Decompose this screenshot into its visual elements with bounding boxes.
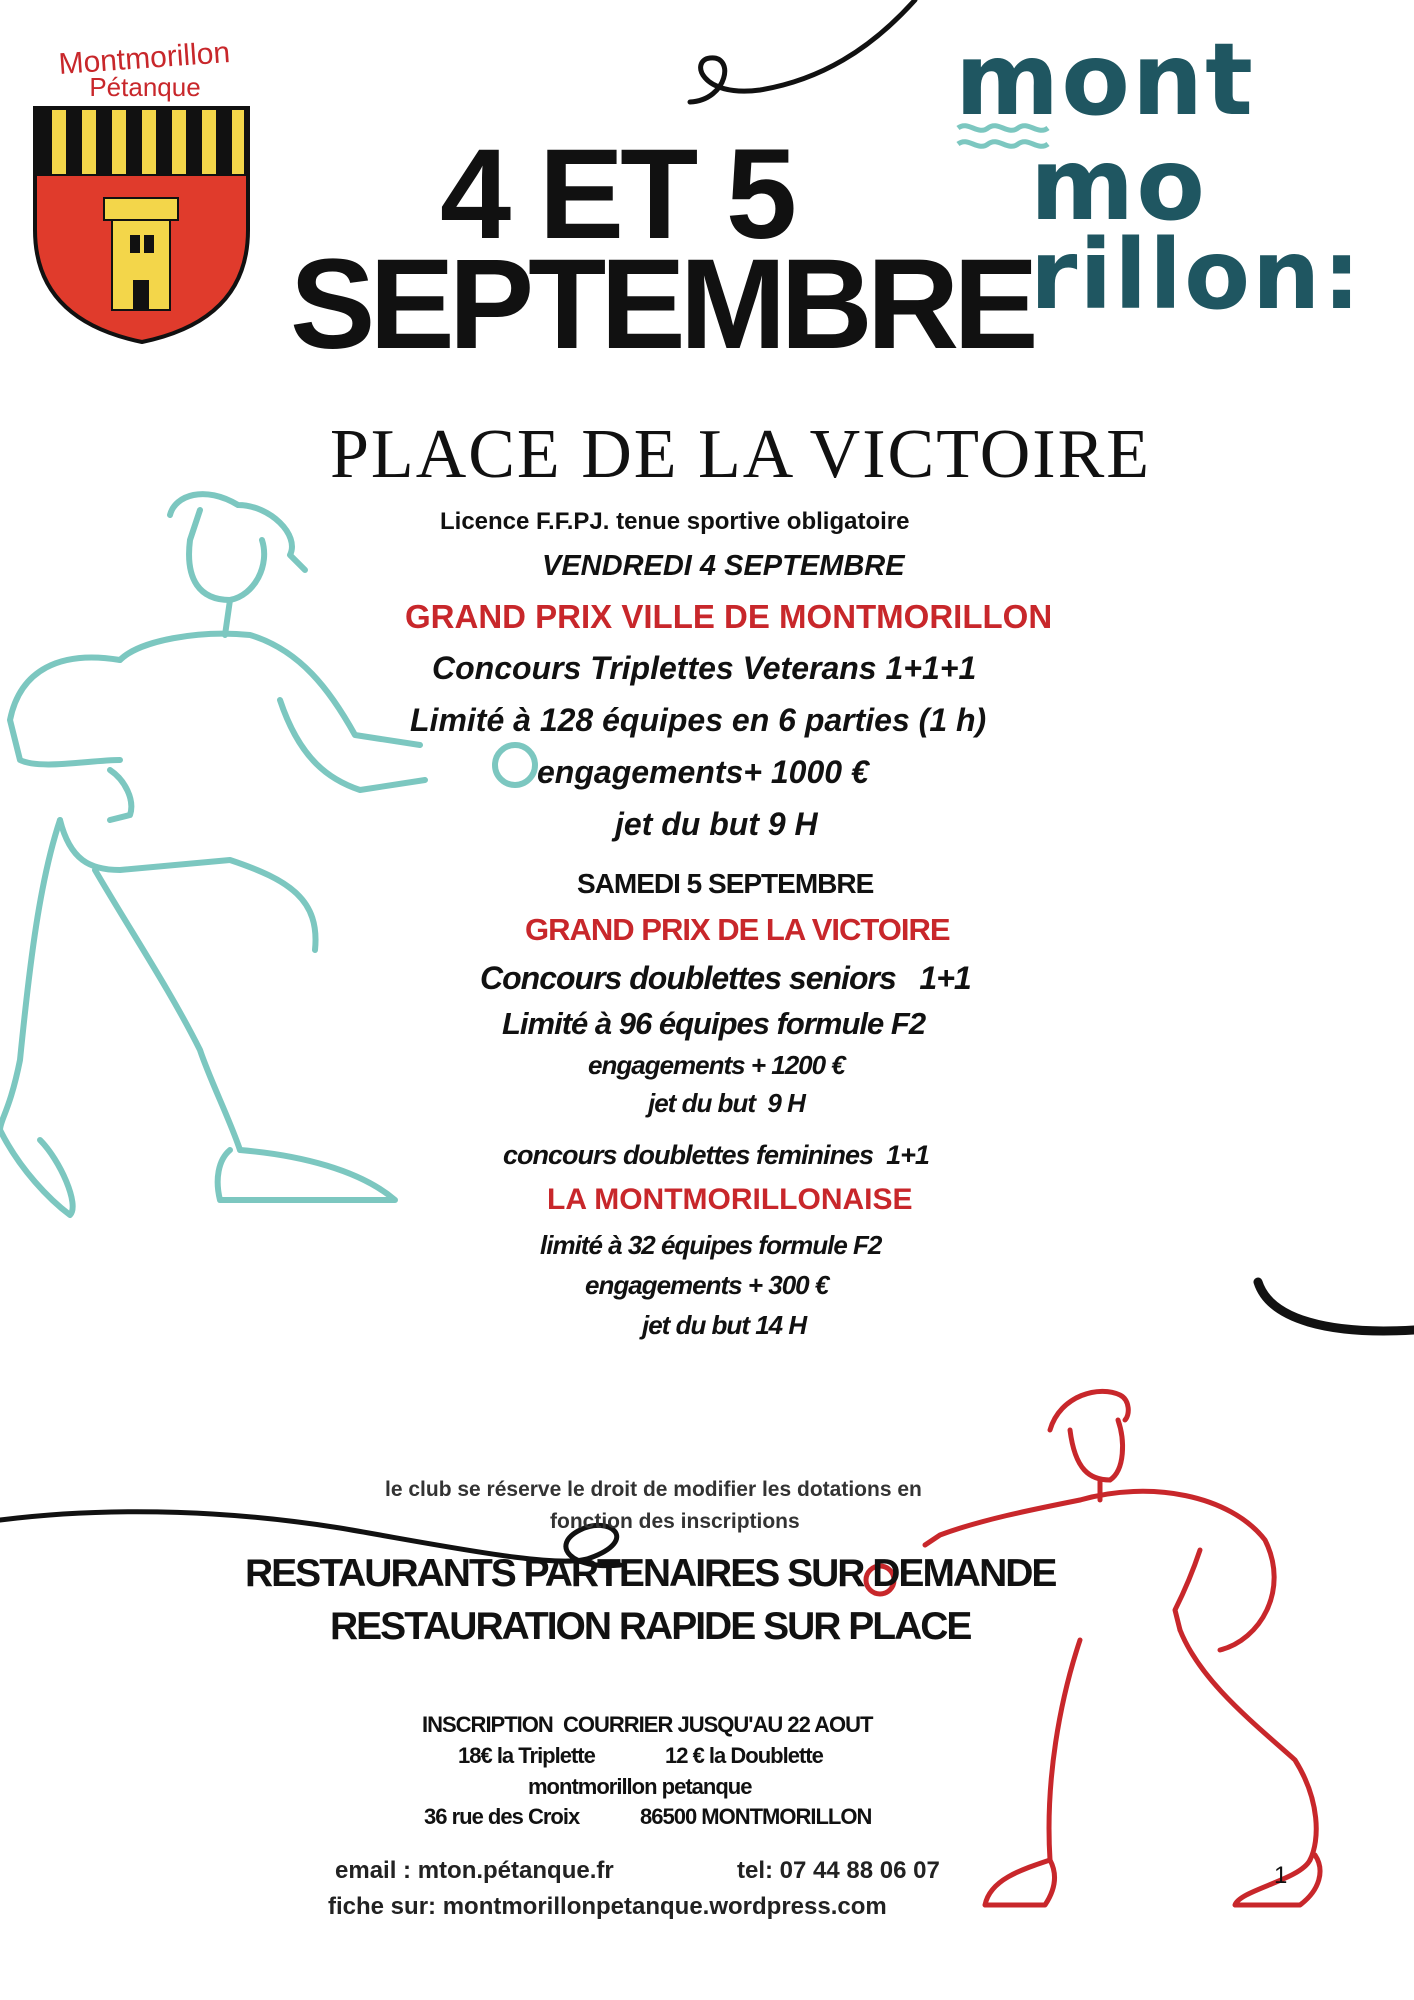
friday-line: Limité à 128 équipes en 6 parties (1 h)	[410, 702, 987, 738]
registration-club-name: montmorillon petanque	[528, 1774, 752, 1799]
saturday-title: GRAND PRIX DE LA VICTOIRE	[525, 912, 950, 947]
dates-line1: 4 ET 5	[440, 123, 794, 266]
town-logo-line3: rillon:	[1030, 219, 1363, 331]
food-line2: RESTAURATION RAPIDE SUR PLACE	[330, 1605, 971, 1648]
registration-line1: INSCRIPTION COURRIER JUSQU'AU 22 AOUT	[422, 1712, 873, 1737]
saturday-line2: Limité à 96 équipes formule F2	[502, 1006, 926, 1041]
price-doublette: 12 € la Doublette	[665, 1743, 823, 1768]
club-logo	[15, 10, 275, 120]
registration-city: 86500 MONTMORILLON	[640, 1804, 872, 1829]
club-shield-icon	[35, 108, 248, 342]
saturday-line3: engagements + 1200 €	[588, 1050, 845, 1080]
registration-street: 36 rue des Croix	[424, 1804, 580, 1829]
friday-title: GRAND PRIX VILLE DE MONTMORILLON	[405, 598, 1053, 635]
disclaimer-line2: fonction des inscriptions	[550, 1510, 800, 1533]
saturday-day: SAMEDI 5 SEPTEMBRE	[577, 868, 874, 899]
contact-tel: tel: 07 44 88 06 07	[737, 1857, 940, 1884]
squiggle-top	[690, 0, 915, 102]
feminine-line1: limité à 32 équipes formule F2	[540, 1230, 882, 1260]
disclaimer-line1: le club se réserve le droit de modifier les dotations en	[385, 1478, 922, 1501]
feminine-title: LA MONTMORILLONAISE	[547, 1183, 913, 1216]
contact-website: fiche sur: montmorillonpetanque.wordpress.com	[328, 1893, 887, 1920]
page-number: 1	[1274, 1862, 1288, 1889]
feminine-line3: jet du but 14 H	[642, 1310, 807, 1340]
squiggle-right	[1258, 1282, 1414, 1331]
price-triplette: 18€ la Triplette	[458, 1743, 595, 1768]
feminine-line2: engagements + 300 €	[585, 1270, 829, 1300]
food-line1: RESTAURANTS PARTENAIRES SUR DEMANDE	[245, 1552, 1056, 1595]
friday-line: Concours Triplettes Veterans 1+1+1	[432, 650, 977, 686]
club-logo-line2: Pétanque	[89, 72, 201, 102]
contact-email: email : mton.pétanque.fr	[335, 1857, 614, 1884]
venue-title: PLACE DE LA VICTOIRE	[330, 416, 1152, 493]
town-logo-line1: mont	[955, 21, 1255, 138]
friday-line: jet du but 9 H	[615, 806, 818, 842]
feminine-intro: concours doublettes feminines 1+1	[503, 1140, 929, 1170]
saturday-line4: jet du but 9 H	[648, 1088, 805, 1118]
friday-day: VENDREDI 4 SEPTEMBRE	[542, 550, 905, 582]
town-logo-line2: mo	[1030, 126, 1207, 243]
dates-line2: SEPTEMBRE	[290, 233, 1033, 376]
saturday-line1: Concours doublettes seniors 1+1	[480, 960, 971, 996]
friday-line: engagements+ 1000 €	[537, 754, 869, 790]
licence-note: Licence F.F.PJ. tenue sportive obligatoire	[440, 508, 910, 535]
club-logo-line1: Montmorillon	[57, 36, 232, 81]
